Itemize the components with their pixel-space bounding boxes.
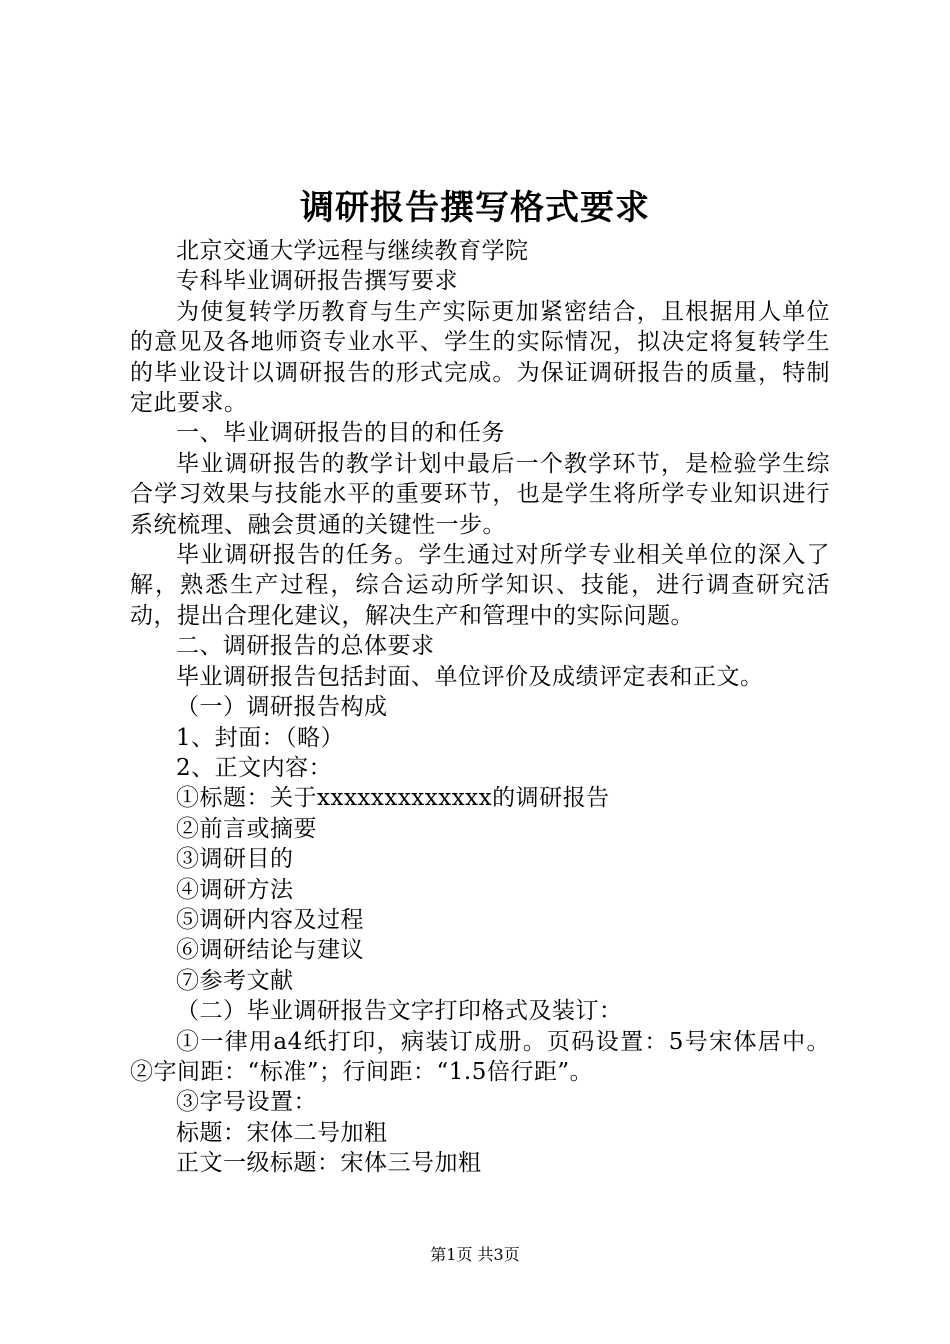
list-item: ⑥调研结论与建议 bbox=[176, 937, 364, 964]
list-item: 2、正文内容： bbox=[176, 754, 333, 781]
list-item: 标题：宋体二号加粗 bbox=[176, 1119, 388, 1146]
list-item: ③调研目的 bbox=[176, 846, 294, 873]
paragraph-task: 毕业调研报告的任务。学生通过对所学专业相关单位的深入了解，熟悉生产过程，综合运动所学知识、技能，进行调查研究活动，提出合理化建议，解决生产和管理中的实际问题。 bbox=[130, 542, 830, 629]
list-item: ④调研方法 bbox=[176, 876, 294, 903]
list-item: 1、封面：（略） bbox=[176, 724, 345, 751]
subsection-heading-2: （二）毕业调研报告文字打印格式及装订： bbox=[176, 998, 623, 1025]
list-item: ①标题：关于xxxxxxxxxxxxx的调研报告 bbox=[176, 785, 610, 812]
subsection-heading-1: （一）调研报告构成 bbox=[176, 694, 388, 721]
list-item: ⑤调研内容及过程 bbox=[176, 906, 364, 933]
paragraph-components: 毕业调研报告包括封面、单位评价及成绩评定表和正文。 bbox=[176, 663, 764, 690]
page-number-footer: 第1页 共3页 bbox=[430, 1245, 520, 1264]
section-heading-2: 二、调研报告的总体要求 bbox=[176, 633, 435, 660]
paragraph-institution: 北京交通大学远程与继续教育学院 bbox=[176, 238, 529, 264]
document-body bbox=[130, 236, 830, 1179]
document-title: 调研报告撰写格式要求 bbox=[300, 188, 650, 228]
list-item: ③字号设置： bbox=[176, 1089, 317, 1116]
paragraph-subtitle: 专科毕业调研报告撰写要求 bbox=[176, 268, 458, 295]
paragraph-intro: 为使复转学历教育与生产实际更加紧密结合，且根据用人单位的意见及各地师资专业水平、学生的实际情况，拟决定将复转学生的毕业设计以调研报告的形式完成。为保证调研报告的质量，特制定此要求。 bbox=[130, 298, 830, 417]
section-heading-1: 一、毕业调研报告的目的和任务 bbox=[176, 420, 505, 447]
list-item: ⑦参考文献 bbox=[176, 967, 294, 994]
paragraph-print-format: ①一律用a4纸打印，病装订成册。页码设置：5号宋体居中。②字间距：“标准”；行间距：“1.5倍行距”。 bbox=[130, 1028, 830, 1085]
list-item: ②前言或摘要 bbox=[176, 815, 317, 842]
paragraph-purpose: 毕业调研报告的教学计划中最后一个教学环节，是检验学生综合学习效果与技能水平的重要环节，也是学生将所学专业知识进行系统梳理、融会贯通的关键性一步。 bbox=[130, 450, 830, 538]
list-item: 正文一级标题：宋体三号加粗 bbox=[176, 1150, 482, 1177]
